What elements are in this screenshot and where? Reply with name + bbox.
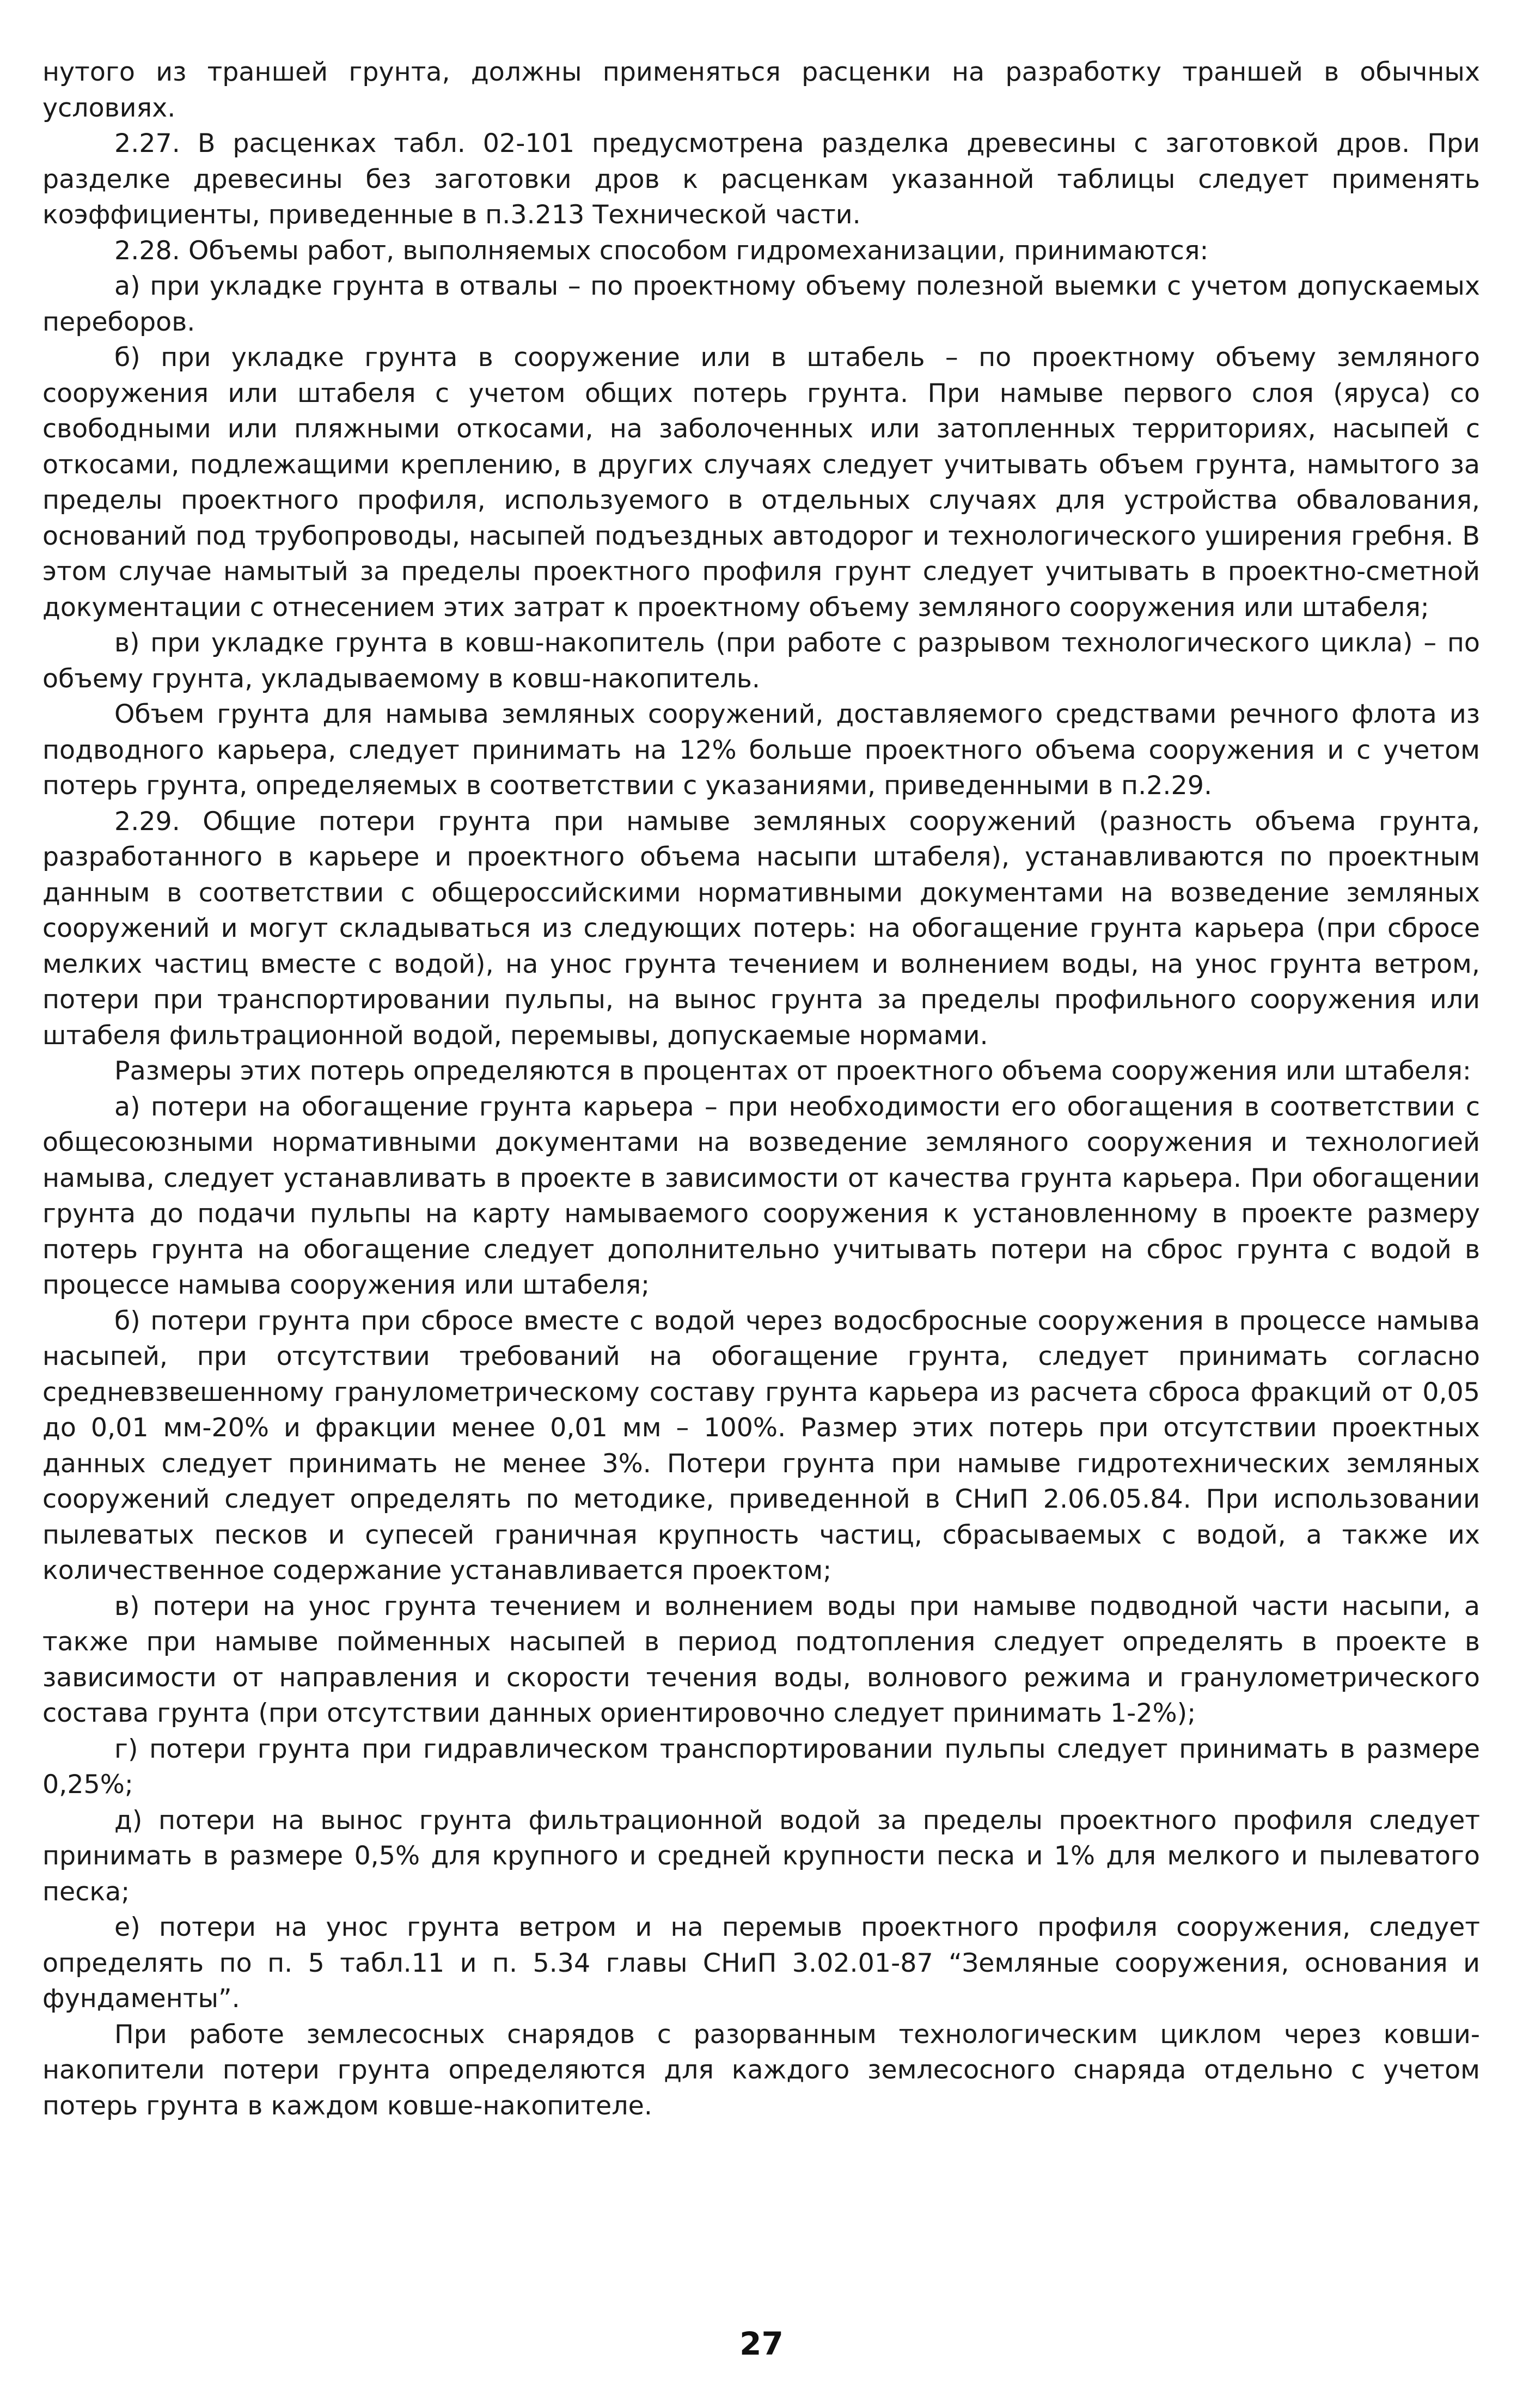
paragraph-2-27: 2.27. В расценках табл. 02-101 предусмотрена разделка древесины с заготовкой дров. При разделке древесины без заготовки дров к расценкам указанной таблицы следует применять коэффициенты, приведенные в п.3.213 Технической части. bbox=[42, 129, 1480, 230]
paragraph-2-29: 2.29. Общие потери грунта при намыве земляных сооружений (разность объема грунта, разработанного в карьере и проектного объема насыпи штабеля), устанавливаются по проектным данным в соответствии с общероссийскими нормативными документами на возведение земляных сооружений и могут складываться из следующих потерь: на обогащение грунта карьера (при сбросе мелких частиц вместе с водой), на унос грунта течением и волнением воды, на унос грунта ветром, потери при транспортировании пульпы, на вынос грунта за пределы профильного сооружения или штабеля фильтрационной водой, перемывы, допускаемые нормами. bbox=[42, 806, 1480, 1051]
paragraph-2-28: 2.28. Объемы работ, выполняемых способом гидромеханизации, принимаются: bbox=[114, 235, 1209, 266]
paragraph-2-28-a: а) при укладке грунта в отвалы – по проектному объему полезной выемки с учетом допускаемых переборов. bbox=[42, 271, 1480, 337]
paragraph-2-28-b: б) при укладке грунта в сооружение или в штабель – по проектному объему земляного сооружения или штабеля с учетом общих потерь грунта. При намыве первого слоя (яруса) со свободными или пляжными откосами, на заболоченных или затопленных территориях, насыпей с откосами, подлежащими креплению, в других случаях следует учитывать объем грунта, намытого за пределы проектного профиля, используемого в отдельных случаях для устройства обвалования, оснований под трубопроводы, насыпей подъездных автодорог и технологического уширения гребня. В этом случае намытый за пределы проектного профиля грунт следует учитывать в проектно-сметной документации с отнесением этих затрат к проектному объему земляного сооружения или штабеля; bbox=[42, 343, 1480, 623]
paragraph-river-fleet: Объем грунта для намыва земляных сооружений, доставляемого средствами речного флота из подводного карьера, следует принимать на 12% больше проектного объема сооружения и с учетом потерь грунта, определяемых в соответствии с указаниями, приведенными в п.2.29. bbox=[42, 699, 1480, 801]
paragraph-dredgers: При работе землесосных снарядов с разорванным технологическим циклом через ковши-накопители потери грунта определяются для каждого землесосного снаряда отдельно с учетом потерь грунта в каждом ковше-накопителе. bbox=[42, 2019, 1480, 2121]
page-number: 27 bbox=[739, 2325, 784, 2362]
paragraph-2-29-b: б) потери грунта при сбросе вместе с водой через водосбросные сооружения в процессе намыва насыпей, при отсутствии требований на обогащение грунта, следует принимать согласно средневзвешенному гранулометрическому составу грунта карьера из расчета сброса фракций от 0,05 до 0,01 мм-20% и фракции менее 0,01 мм – 100%. Размер этих потерь при отсутствии проектных данных следует принимать не менее 3%. Потери грунта при намыве гидротехнических земляных сооружений следует определять по методике, приведенной в СНиП 2.06.05.84. При использовании пылеватых песков и супесей граничная крупность частиц, сбрасываемых с водой, а также их количественное содержание устанавливается проектом; bbox=[42, 1306, 1480, 1586]
paragraph-continuation: нутого из траншей грунта, должны применяться расценки на разработку траншей в обычных условиях. bbox=[42, 57, 1480, 123]
paragraph-2-29-e: е) потери на унос грунта ветром и на перемыв проектного профиля сооружения, следует определять по п. 5 табл.11 и п. 5.34 главы СНиП 3.02.01-87 “Земляные сооружения, основания и фундаменты”. bbox=[42, 1912, 1480, 2014]
paragraph-2-29-a: а) потери на обогащение грунта карьера – при необходимости его обогащения в соответствии с общесоюзными нормативными документами на возведение земляного сооружения и технологией намыва, следует устанавливать в проекте в зависимости от качества грунта карьера. При обогащении грунта до подачи пульпы на карту намываемого сооружения к установленному в проекте размеру потерь грунта на обогащение следует дополнительно учитывать потери на сброс грунта с водой в процессе намыва сооружения или штабеля; bbox=[42, 1092, 1480, 1300]
paragraph-2-28-v: в) при укладке грунта в ковш-накопитель (при работе с разрывом технологического цикла) – по объему грунта, укладываемому в ковш-накопитель. bbox=[42, 628, 1480, 694]
paragraph-2-29-g: г) потери грунта при гидравлическом транспортировании пульпы следует принимать в размере 0,25%; bbox=[42, 1734, 1480, 1800]
paragraph-2-29-v: в) потери на унос грунта течением и волнением воды при намыве подводной части насыпи, а также при намыве пойменных насыпей в период подтопления следует определять в проекте в зависимости от направления и скорости течения воды, волнового режима и гранулометрического состава грунта (при отсутствии данных ориентировочно следует принимать 1-2%); bbox=[42, 1591, 1480, 1728]
paragraph-loss-sizes: Размеры этих потерь определяются в процентах от проектного объема сооружения или штабеля: bbox=[114, 1056, 1471, 1086]
document-body bbox=[42, 54, 1480, 2124]
paragraph-2-29-d: д) потери на вынос грунта фильтрационной водой за пределы проектного профиля следует принимать в размере 0,5% для крупного и средней крупности песка и 1% для мелкого и пылеватого песка; bbox=[42, 1805, 1480, 1907]
